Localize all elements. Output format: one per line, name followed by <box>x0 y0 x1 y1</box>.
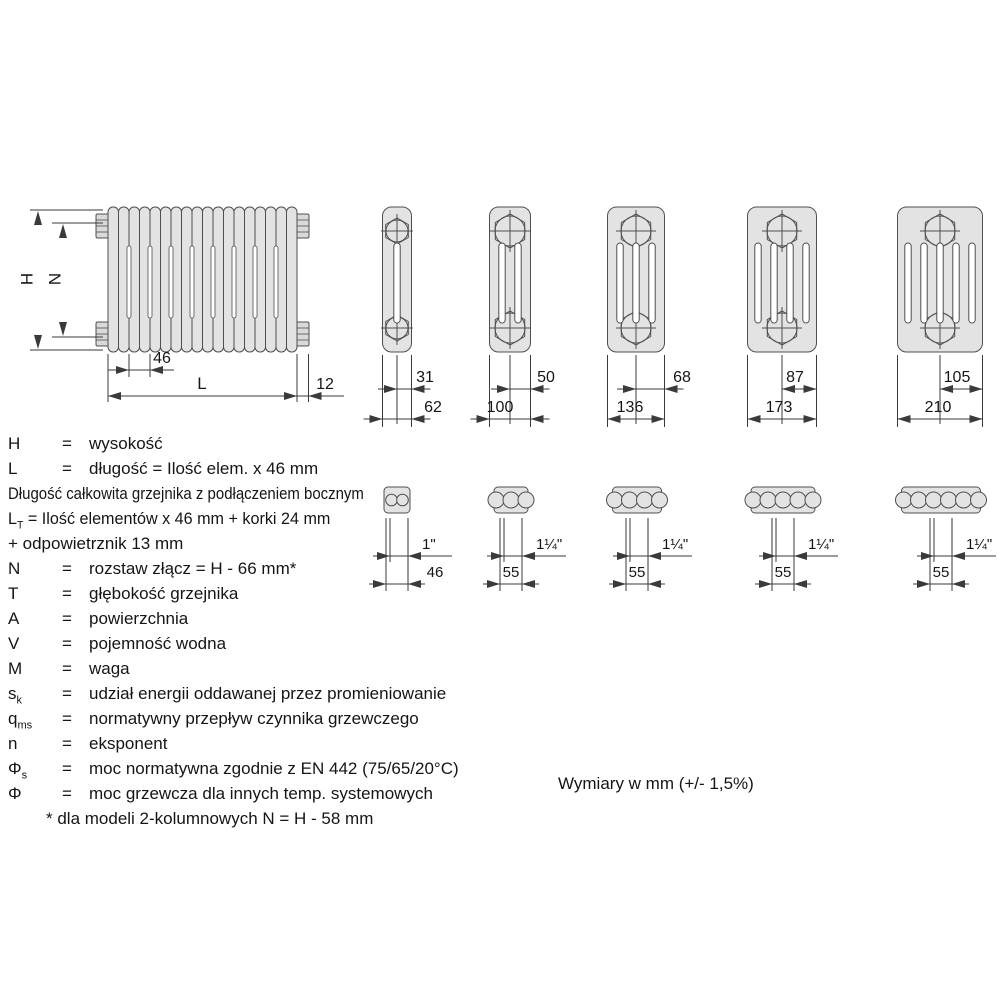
height-dimensions <box>17 210 103 350</box>
legend-row <box>8 531 528 556</box>
connection-view-5 <box>745 487 821 513</box>
half-depth-label: 105 <box>943 369 971 386</box>
cross-section-2col <box>381 207 413 352</box>
legend-symbol: $s_k$ <box>8 684 22 707</box>
legend-desc: długość = Ilość elem. x 46 mm <box>89 459 319 478</box>
legend-equals: = <box>62 759 72 778</box>
legend-row <box>8 756 528 781</box>
pitch-label: 55 <box>932 564 950 581</box>
cross-section-5col <box>748 207 817 352</box>
legend-equals: = <box>62 584 72 603</box>
legend-equals: = <box>62 434 72 453</box>
legend-desc: powierzchnia <box>89 609 189 628</box>
legend-symbol: Φ <box>8 784 22 803</box>
legend-row <box>8 631 528 656</box>
connection-dimensions <box>913 518 996 591</box>
legend-row <box>8 456 528 481</box>
legend-row <box>8 481 528 506</box>
connection-dimensions <box>609 518 692 591</box>
half-depth-label: 50 <box>537 369 555 386</box>
pipe-size-label: 1¼" <box>808 536 835 553</box>
legend-desc: Długość całkowita grzejnika z podłączeniem bocznym <box>8 484 364 503</box>
pipe-size-label: 1¼" <box>662 536 689 553</box>
connection-view-4 <box>607 487 668 513</box>
legend-row <box>8 656 528 681</box>
legend-row <box>8 806 528 831</box>
legend-symbol: T <box>8 584 19 603</box>
cross-section-dimensions <box>471 355 556 427</box>
connection-stub <box>297 322 310 346</box>
legend-row <box>8 506 528 531</box>
legend-row <box>8 581 528 606</box>
full-depth-label: 100 <box>486 399 514 416</box>
legend-desc: moc normatywna zgodnie z EN 442 (75/65/20°C) <box>89 759 459 778</box>
legend-desc: pojemność wodna <box>89 634 227 653</box>
legend <box>8 431 528 831</box>
legend-footnote: * dla modeli 2-kolumnowych N = H - 58 mm <box>46 809 374 828</box>
cross-section-3col <box>490 207 531 352</box>
legend-equals: = <box>62 784 72 803</box>
front-view <box>96 207 309 352</box>
radiator-elements <box>108 207 297 352</box>
legend-desc: waga <box>89 659 130 678</box>
pitch-label: 46 <box>426 564 444 581</box>
full-depth-label: 62 <box>424 399 442 416</box>
legend-row <box>8 431 528 456</box>
legend-equals: = <box>62 634 72 653</box>
legend-symbol: H <box>8 434 21 453</box>
legend-desc: eksponent <box>89 734 168 753</box>
pitch-label: 55 <box>502 564 520 581</box>
pipe-size-label: 1¼" <box>966 536 993 553</box>
legend-row <box>8 706 528 731</box>
legend-equals: = <box>62 684 72 703</box>
legend-symbol: L <box>8 459 18 478</box>
element-width-label: 46 <box>153 350 171 367</box>
connection-stub <box>297 214 310 238</box>
legend-symbol: $q_{ms}$ <box>8 709 33 732</box>
legend-row <box>8 781 528 806</box>
pitch-label: 55 <box>628 564 646 581</box>
half-depth-label: 68 <box>673 369 691 386</box>
legend-equals: = <box>62 559 72 578</box>
legend-equals: = <box>62 459 72 478</box>
legend-desc: + odpowietrznik 13 mm <box>8 534 184 553</box>
pitch-label: 55 <box>774 564 792 581</box>
legend-equals: = <box>62 659 72 678</box>
dimensions-note: Wymiary w mm (+/- 1,5%) <box>558 774 754 793</box>
connection-view-6 <box>896 487 987 513</box>
legend-desc: normatywny przepływ czynnika grzewczego <box>89 709 419 728</box>
length-label: L <box>197 374 207 393</box>
legend-symbol: V <box>8 634 20 653</box>
cross-section-dimensions <box>364 355 443 427</box>
legend-desc: moc grzewcza dla innych temp. systemowych <box>89 784 433 803</box>
cross-section-6col <box>898 207 983 352</box>
legend-symbol: n <box>8 734 18 753</box>
connection-dimensions <box>755 518 838 591</box>
cross-section-dimensions <box>898 355 983 427</box>
height-label: H <box>17 272 36 286</box>
legend-symbol: A <box>8 609 20 628</box>
legend-desc: $L_T$ = Ilość elementów x 46 mm + korki 24 mm <box>8 509 331 532</box>
legend-desc: głębokość grzejnika <box>89 584 239 603</box>
pipe-size-label: 1" <box>422 536 436 553</box>
legend-equals: = <box>62 734 72 753</box>
half-depth-label: 87 <box>786 369 804 386</box>
side-offset-label: 12 <box>316 376 334 393</box>
legend-row <box>8 681 528 706</box>
legend-desc: wysokość <box>89 434 163 453</box>
connection-stub <box>96 322 109 346</box>
half-depth-label: 31 <box>416 369 434 386</box>
legend-row <box>8 606 528 631</box>
legend-desc: rozstaw złącz = H - 66 mm* <box>89 559 297 578</box>
legend-symbol: N <box>8 559 21 578</box>
legend-equals: = <box>62 609 72 628</box>
legend-equals: = <box>62 709 72 728</box>
full-depth-label: 210 <box>924 399 952 416</box>
legend-row <box>8 731 528 756</box>
front-dimensions <box>108 350 344 402</box>
spacing-label: N <box>45 272 64 286</box>
full-depth-label: 136 <box>616 399 644 416</box>
cross-section-4col <box>608 207 665 352</box>
cross-section-dimensions <box>608 355 692 427</box>
legend-symbol: M <box>8 659 23 678</box>
legend-symbol: $\Phi_s$ <box>8 759 28 782</box>
pipe-size-label: 1¼" <box>536 536 563 553</box>
connection-stub <box>96 214 109 238</box>
legend-row <box>8 556 528 581</box>
full-depth-label: 173 <box>765 399 793 416</box>
cross-section-dimensions <box>748 355 817 427</box>
legend-desc: udział energii oddawanej przez promieniowanie <box>89 684 447 703</box>
